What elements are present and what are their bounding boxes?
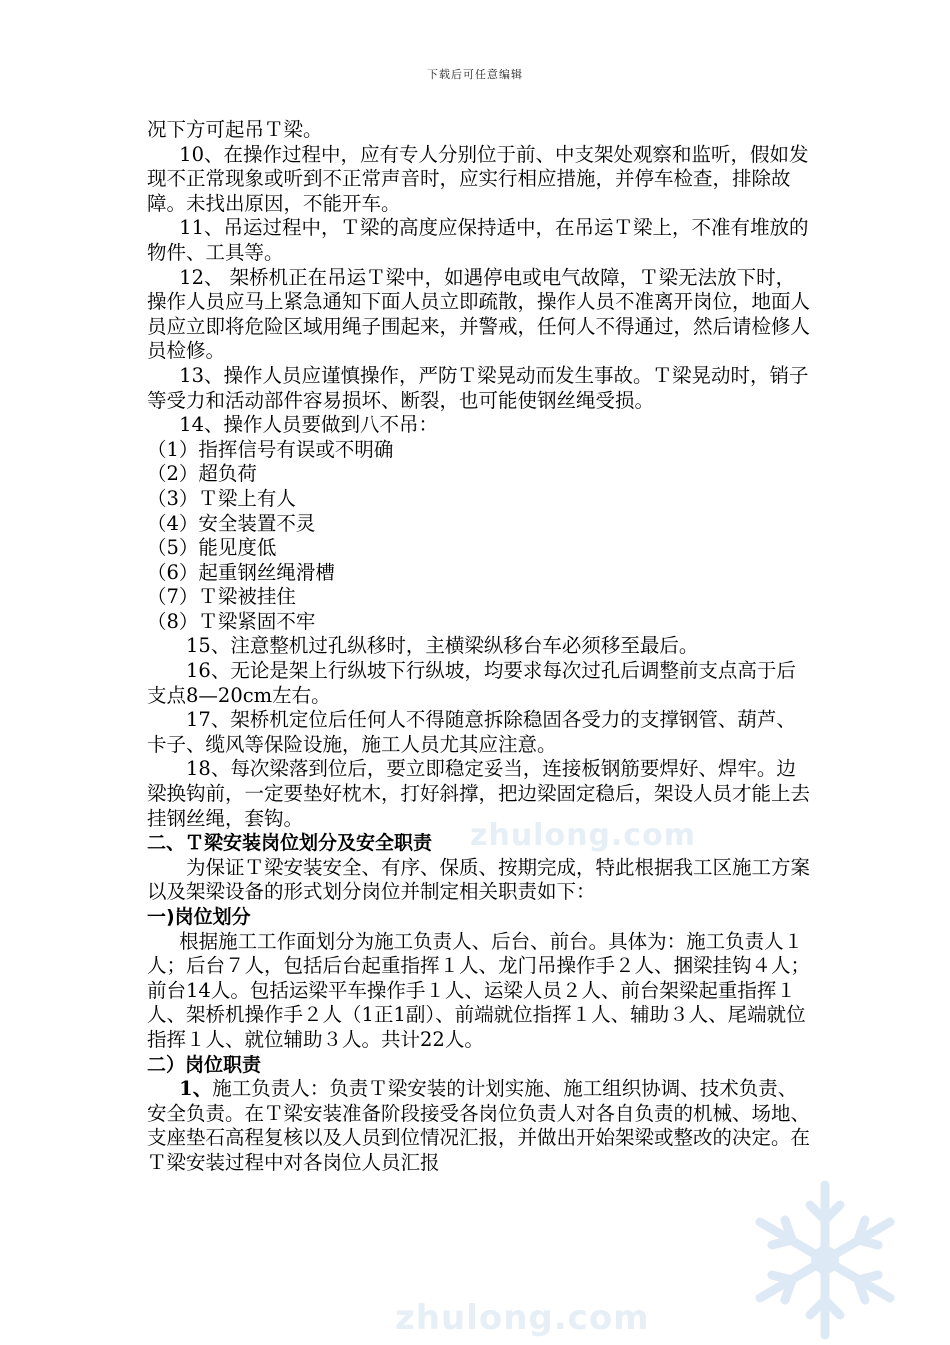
document-body (147, 118, 812, 1176)
list-item: （4）安全装置不灵 (147, 511, 316, 535)
watermark-text: zhulong.com (470, 818, 696, 853)
paragraph: 10、在操作过程中，应有专人分别位于前、中支架处观察和监听，假如发现不正常现象或听到不正常声音时，应实行相应措施，并停车检查，排除故障。未找出原因，不能开车。 (147, 142, 809, 215)
paragraph: 15、注意整机过孔纵移时，主横梁纵移台车必须移至最后。 (186, 634, 699, 658)
list-item: （5）能见度低 (147, 536, 277, 560)
watermark-text: zhulong.com (395, 1298, 650, 1338)
paragraph: 13、操作人员应谨慎操作，严防Ｔ梁晃动而发生事故。Ｔ梁晃动时，销子等受力和活动部件容易损坏、断裂，也可能使钢丝绳受损。 (147, 363, 809, 412)
item-text: 施工负责人：负责Ｔ梁安装的计划实施、施工组织协调、技术负责、安全负责。在Ｔ梁安装准备阶段接受各岗位负责人对各自负责的机械、场地、支座垫石高程复核以及人员到位情况汇报，并做出开始架梁或整改的决定。在Ｔ梁安装过程中对各岗位人员汇报 (147, 1077, 811, 1174)
list-item: （8）Ｔ梁紧固不牢 (147, 609, 316, 633)
list-item: （7）Ｔ梁被挂住 (147, 585, 296, 609)
list-item: （6）起重钢丝绳滑槽 (147, 560, 335, 584)
paragraph: 18、每次梁落到位后，要立即稳定妥当，连接板钢筋要焊好、焊牢。边梁换钩前，一定要垫好枕木，打好斜撑，把边梁固定稳后，架设人员才能上去挂钢丝绳，套钩。 (147, 757, 811, 830)
paragraph: 况下方可起吊Ｔ梁。 (147, 118, 323, 141)
paragraph (147, 1077, 812, 1175)
subsection-heading: 二）岗位职责 (147, 1053, 262, 1076)
paragraph: 17、架桥机定位后任何人不得随意拆除稳固各受力的支撑钢管、葫芦、卡子、缆风等保险设施，施工人员尤其应注意。 (147, 708, 796, 756)
page-header: 下载后可任意编辑 (427, 68, 523, 81)
paragraph: 14、操作人员要做到八不吊： (179, 413, 438, 437)
paragraph: 为保证Ｔ梁安装安全、有序、保质、按期完成，特此根据我工区施工方案以及架梁设备的形式划分岗位并制定相关职责如下： (147, 855, 811, 904)
paragraph: 16、无论是架上行纵坡下行纵坡，均要求每次过孔后调整前支点高于后支点8—20cm左右。 (147, 659, 796, 707)
snowflake-watermark-icon (740, 1175, 910, 1345)
section-heading: 二、Ｔ梁安装岗位划分及安全职责 (147, 832, 433, 855)
item-number: 1、 (179, 1077, 213, 1101)
list-item: （2）超负荷 (147, 462, 257, 486)
paragraph: 12、 架桥机正在吊运Ｔ梁中，如遇停电或电气故障，Ｔ梁无法放下时，操作人员应马上紧急通知下面人员立即疏散，操作人员不准离开岗位，地面人员应立即将危险区域用绳子围起来，并警戒，任何人不得通过，然后请检修人员检修。 (147, 265, 811, 363)
list-item: （3）Ｔ梁上有人 (147, 486, 296, 510)
subsection-heading: 一)岗位划分 (147, 906, 251, 928)
list-item: （1）指挥信号有误或不明确 (147, 437, 394, 461)
paragraph: 11、吊运过程中，Ｔ梁的高度应保持适中，在吊运Ｔ梁上，不准有堆放的物件、工具等。 (147, 216, 809, 264)
paragraph: 根据施工工作面划分为施工负责人、后台、前台。具体为：施工负责人１人；后台７人，包括后台起重指挥１人、龙门吊操作手２人、捆梁挂钩４人；前台14人。包括运梁平车操作手１人、运梁人员２人、前台架梁起重指挥１人、架桥机操作手２人（1正1副）、前端就位指挥１人、辅助３人、尾端就位指挥１人、就位辅助３人。共计22人。 (147, 929, 811, 1051)
